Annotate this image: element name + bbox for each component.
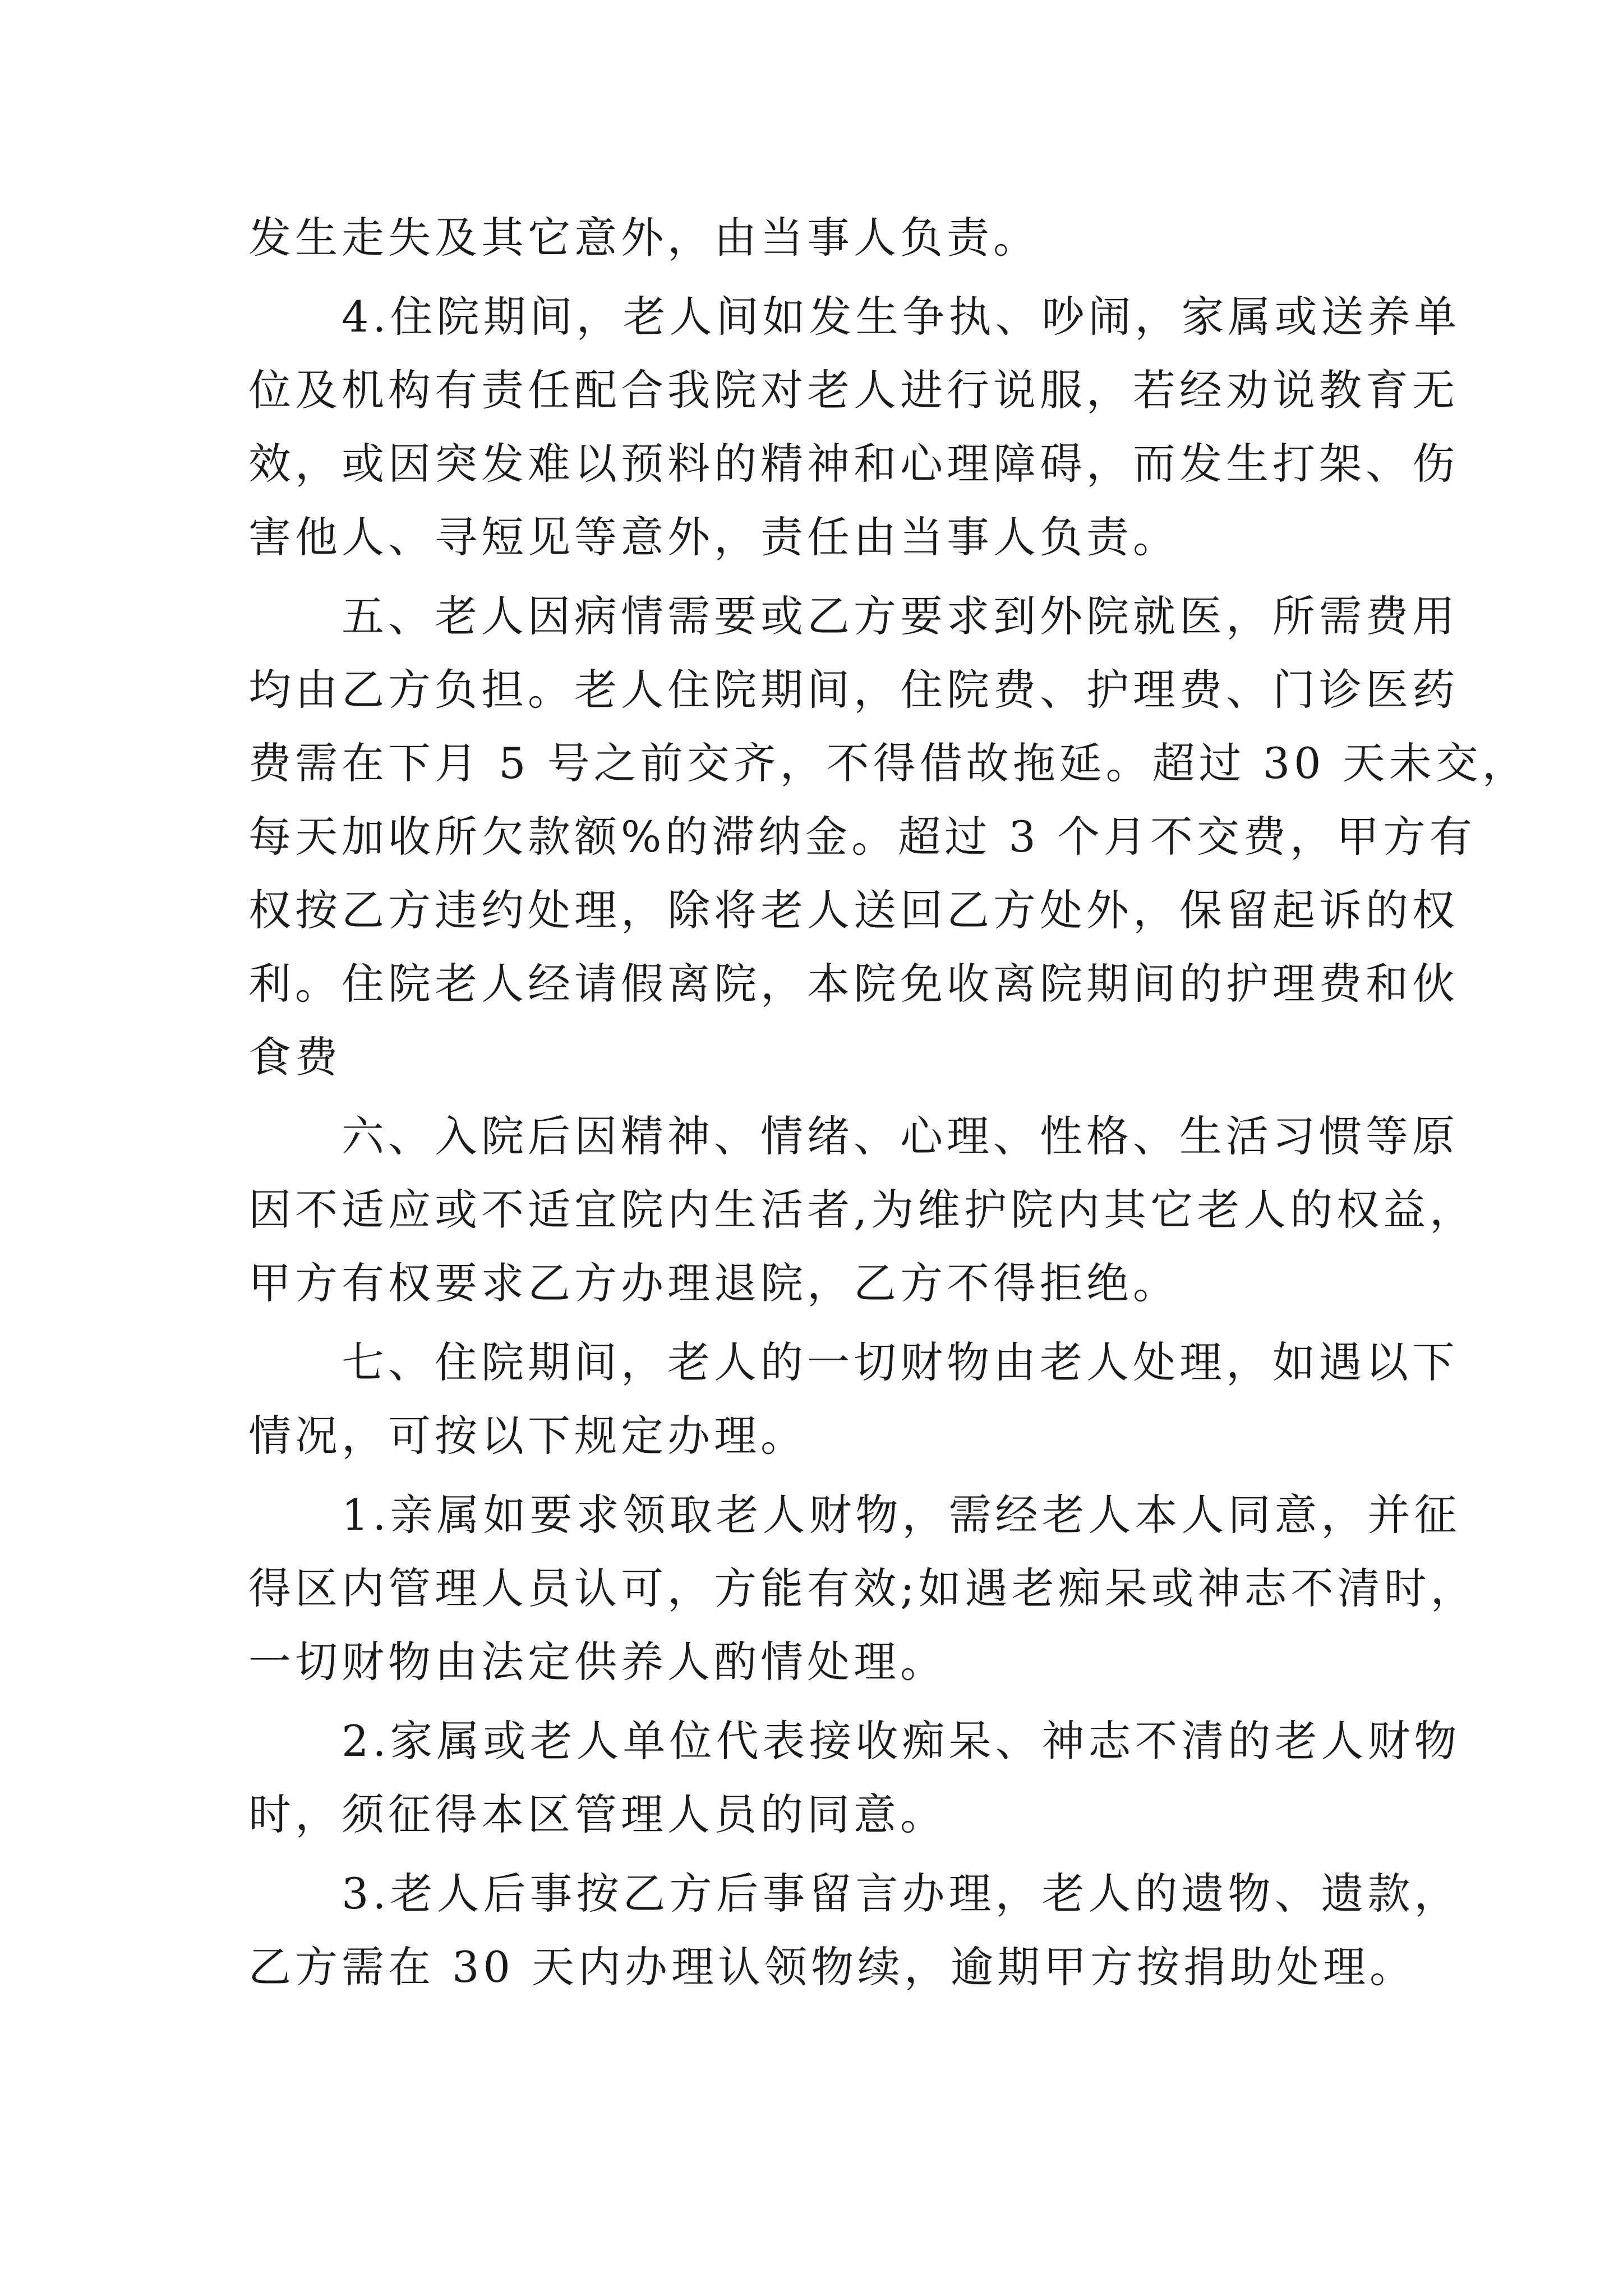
text-line: 权按乙方违约处理，除将老人送回乙方处外，保留起诉的权 xyxy=(248,885,1459,935)
paragraph-2 xyxy=(248,280,1461,574)
text-line: 因不适应或不适宜院内生活者,为维护院内其它老人的权益， xyxy=(248,1185,1477,1235)
paragraph-3 xyxy=(248,579,1529,1094)
text-line: 时，须征得本区管理人员的同意。 xyxy=(248,1789,947,1839)
text-line: 1.亲属如要求领取老人财物，需经老人本人同意，并征 xyxy=(342,1490,1461,1540)
text-line: 发生走失及其它意外，由当事人负责。 xyxy=(248,213,1040,263)
text-line: 费需在下月 5 号之前交齐，不得借故拖延。超过 30 天未交， xyxy=(248,738,1529,788)
paragraph-5 xyxy=(248,1326,1459,1473)
paragraph-8 xyxy=(248,1857,1461,2004)
text-line: 五、老人因病情需要或乙方要求到外院就医，所需费用 xyxy=(342,591,1459,641)
text-line: 2.家属或老人单位代表接收痴呆、神志不清的老人财物 xyxy=(342,1716,1461,1766)
text-line: 六、入院后因精神、情绪、心理、性格、生活习惯等原 xyxy=(342,1111,1459,1161)
text-line: 甲方有权要求乙方办理退院，乙方不得拒绝。 xyxy=(248,1258,1179,1308)
paragraph-1 xyxy=(248,201,1381,274)
text-line: 一切财物由法定供养人酌情处理。 xyxy=(248,1637,947,1687)
paragraph-4 xyxy=(248,1099,1477,1320)
text-line: 害他人、寻短见等意外，责任由当事人负责。 xyxy=(248,512,1179,562)
text-line: 情况，可按以下规定办理。 xyxy=(248,1411,807,1461)
text-line: 七、住院期间，老人的一切财物由老人处理，如遇以下 xyxy=(342,1337,1459,1387)
text-line: 利。住院老人经请假离院，本院免收离院期间的护理费和伙 xyxy=(248,959,1459,1009)
text-line: 得区内管理人员认可，方能有效;如遇老痴呆或神志不清时， xyxy=(248,1563,1477,1613)
text-line: 食费 xyxy=(248,1032,342,1082)
text-line: 均由乙方负担。老人住院期间，住院费、护理费、门诊医药 xyxy=(248,665,1459,715)
text-line: 3.老人后事按乙方后事留言办理，老人的遗物、遗款， xyxy=(342,1869,1461,1918)
paragraph-7 xyxy=(248,1704,1461,1851)
text-line: 效，或因突发难以预料的精神和心理障碍，而发生打架、伤 xyxy=(248,439,1459,489)
text-line: 位及机构有责任配合我院对老人进行说服，若经劝说教育无 xyxy=(248,365,1459,415)
text-line: 乙方需在 30 天内办理认领物续，逾期甲方按捐助处理。 xyxy=(248,1942,1417,1992)
paragraph-6 xyxy=(248,1478,1477,1699)
text-line: 每天加收所欠款额%的滞纳金。超过 3 个月不交费，甲方有 xyxy=(248,812,1476,862)
document-body xyxy=(248,201,1529,2004)
text-line: 4.住院期间，老人间如发生争执、吵闹，家属或送养单 xyxy=(342,292,1461,342)
